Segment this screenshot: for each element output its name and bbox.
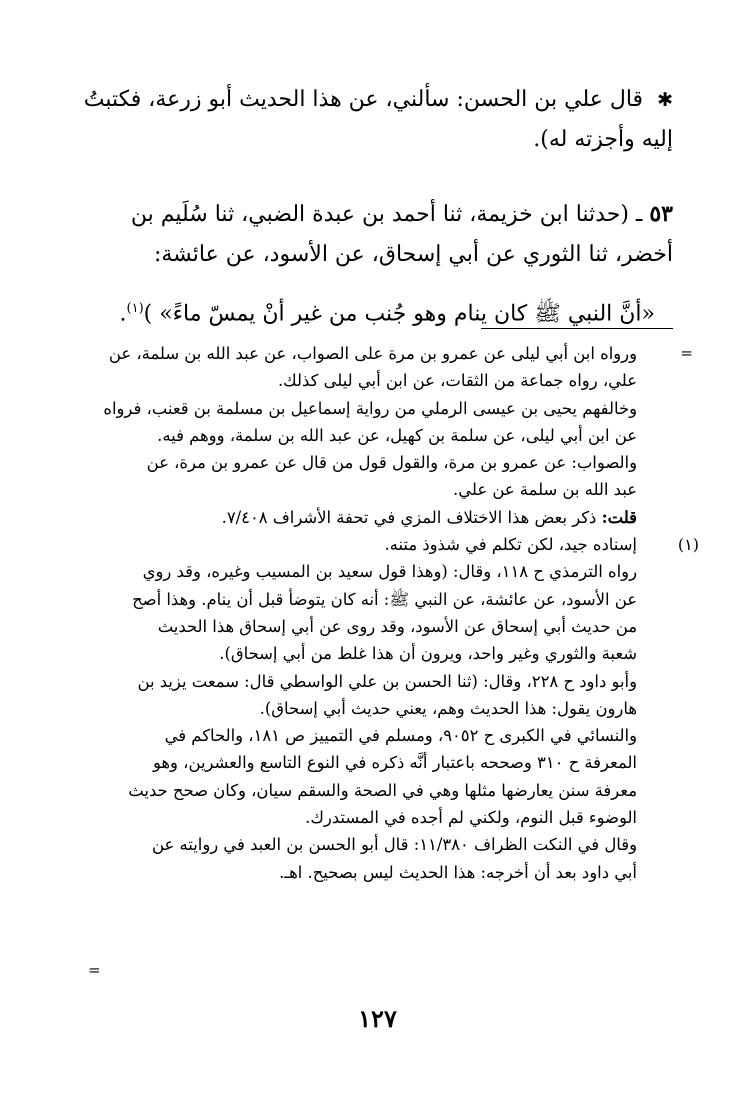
fn-line: المعرفة ح ٣١٠ وصححه باعتبار أنَّه ذكره في النوع التاسع والعشرين، وهو (152, 753, 637, 773)
fn-line: والصواب: عن عمرو بن مرة، والقول قول من قال عن عمرو بن مرة، عن (146, 453, 637, 473)
fn-line: معرفة سنن يعارضها مثلها وهي في الصحة والسقم سيان، وكان صحح حديث (128, 780, 637, 800)
fn-line: ورواه ابن أبي ليلى عن عمرو بن مرة على الصواب، عن عبد الله بن سلمة، عن (108, 344, 637, 363)
hadith-line-1: ٥٣ ـ (حدثنا ابن خزيمة، ثنا أحمد بن عبدة الضبي، ثنا سُلَيم بن (130, 201, 673, 227)
main-text (70, 80, 673, 334)
fn-line: إسناده جيد، لكن تكلم في شذوذ متنه. (384, 535, 637, 555)
star-icon: ✱ (657, 89, 673, 111)
footnote-continuation (68, 340, 671, 531)
footnote-1 (68, 531, 699, 886)
footnote-1-mark: (١) (677, 535, 699, 555)
main-line-2: إليه وأجزته له). (533, 127, 673, 152)
fn-line: شعبة والثوري وغير واحد، ويرون أن هذا غلط من أبي إسحاق). (219, 644, 637, 664)
fn-line: هارون يقول: هذا الحديث وهم، يعني حديث أبي إسحاق). (259, 698, 637, 718)
continuation-mark: = (680, 344, 693, 362)
main-line-1: ✱ قال علي بن الحسن: سألني، عن هذا الحديث أبو زرعة، فكتبتُ (83, 87, 673, 112)
fn-line: علي، رواه جماعة من الثقات، عن ابن أبي ليلى كذلك. (277, 371, 637, 391)
fn-qult: قلت: ذكر بعض هذا الاختلاف المزي في تحفة الأشراف ٧/٤٠٨. (221, 507, 637, 527)
footnotes (68, 340, 699, 886)
footnote-separator (481, 328, 673, 329)
fn-line: أبي داود بعد أن أخرجه: هذا الحديث ليس بصحيح. اهـ. (279, 862, 637, 882)
hadith-quote: «أنَّ النبي ﷺ كان ينام وهو جُنب من غير أنْ يمسّ ماءً» )$^{(١)}$. (119, 301, 655, 327)
hadith-number: ٥٣ (649, 201, 673, 227)
fn-line: وقال في النكت الظراف ١١/٣٨٠: قال أبو الحسن بن العبد في روايته عن (152, 835, 637, 855)
page-number: ١٢٧ (358, 1004, 397, 1033)
hadith-line-2: أخضر، ثنا الثوري عن أبي إسحاق، عن الأسود، عن عائشة: (153, 242, 673, 267)
qult-label: قلت: (601, 507, 637, 527)
fn-line: عن ابن أبي ليلى، عن سلمة بن كهيل، عن عبد الله بن سلمة، ووهم فيه. (157, 425, 637, 445)
fn-line: عن الأسود، عن عائشة، عن النبي ﷺ: أنه كان يتوضأ قبل أن ينام. وهذا أصح (132, 589, 637, 609)
fn-line: من حديث أبي إسحاق عن الأسود، وقد روى عن أبي إسحاق هذا الحديث (157, 616, 637, 636)
fn-line: عبد الله بن سلمة عن علي. (453, 480, 637, 500)
fn-line: وأبو داود ح ٢٢٨، وقال: (ثنا الحسن بن علي الواسطي قال: سمعت يزيد بن (137, 671, 637, 691)
fn-line: والنسائي في الكبرى ح ٩٠٥٢، ومسلم في التمييز ص ١٨١، والحاكم في (164, 726, 637, 746)
footnote-ref: (١) (126, 301, 144, 316)
continued-mark: = (88, 961, 101, 979)
fn-line: رواه الترمذي ح ١١٨، وقال: (وهذا قول سعيد بن المسيب وغيره، وقد روي (142, 562, 637, 582)
fn-line: وخالفهم يحيى بن عيسى الرملي من رواية إسماعيل بن مسلمة بن قعنب، فرواه (103, 398, 637, 418)
fn-line: الوضوء قبل النوم، ولكني لم أجده في المستدرك. (305, 808, 637, 828)
